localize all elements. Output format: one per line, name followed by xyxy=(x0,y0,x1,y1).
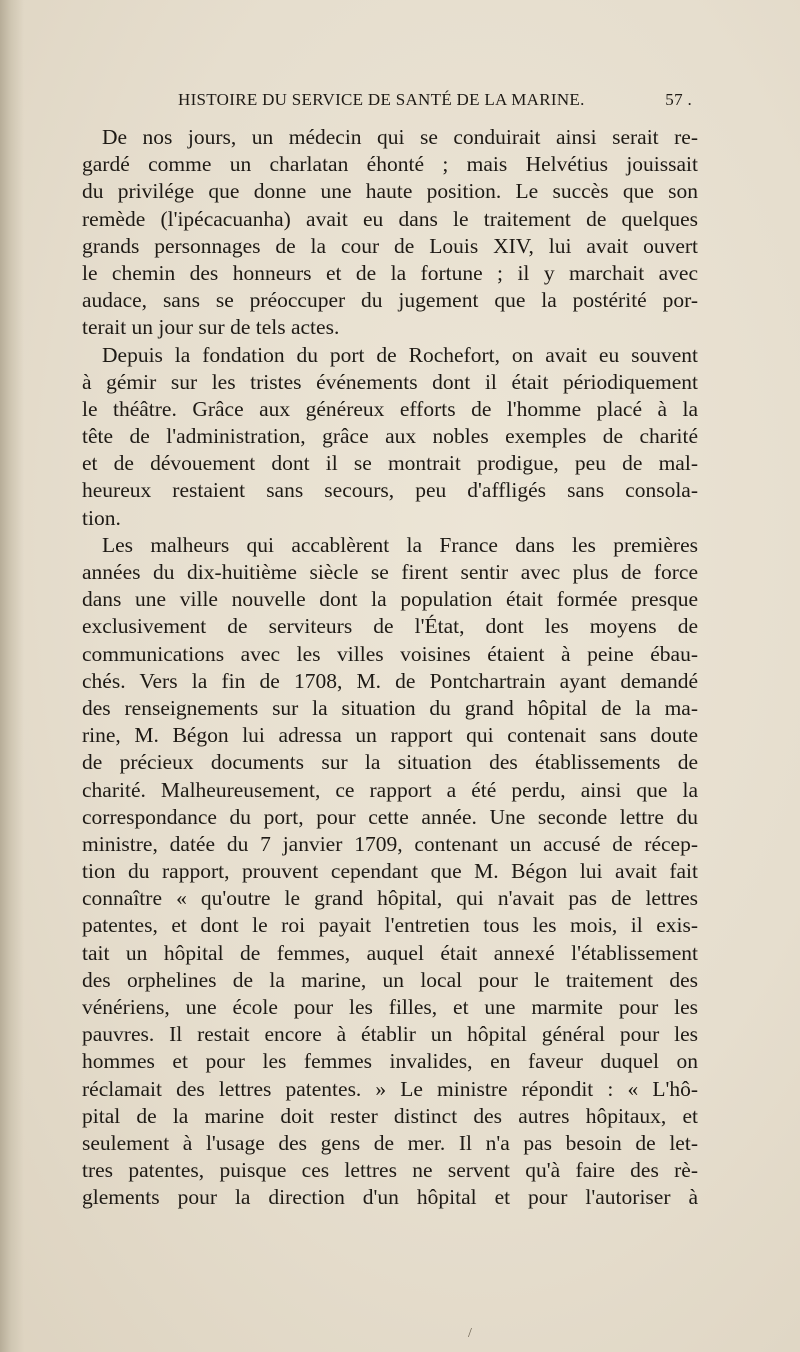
text-line: audace, sans se préoccuper du jugement que la postérité por- xyxy=(82,288,698,313)
text-line: tion du rapport, prouvent cependant que M. Bégon lui avait fait xyxy=(82,859,698,884)
text-line: le chemin des honneurs et de la fortune ; il y marchait avec xyxy=(82,260,698,285)
paragraph-1 xyxy=(82,124,698,342)
text-line: charité. Malheureusement, ce rapport a été perdu, ainsi que la xyxy=(82,777,698,802)
text-line: grands personnages de la cour de Louis XIV, lui avait ouvert xyxy=(82,233,698,258)
page-number: 57 . xyxy=(665,90,692,109)
text-line: hommes et pour les femmes invalides, en faveur duquel on xyxy=(82,1049,698,1074)
text-line: réclamait des lettres patentes. » Le ministre répondit : « L'hô- xyxy=(82,1076,698,1101)
text-line: Depuis la fondation du port de Rochefort, on avait eu souvent xyxy=(102,342,698,367)
paragraph-3 xyxy=(82,532,698,1212)
text-line: glements pour la direction d'un hôpital et pour l'autoriser à xyxy=(82,1185,698,1210)
body-text xyxy=(82,124,698,1212)
text-line: du privilége que donne une haute position. Le succès que son xyxy=(82,179,698,204)
text-line: tait un hôpital de femmes, auquel était annexé l'établissement xyxy=(82,940,698,965)
text-line: chés. Vers la fin de 1708, M. de Pontchartrain ayant demandé xyxy=(82,668,698,693)
paragraph-2 xyxy=(82,342,698,532)
text-line: des renseignements sur la situation du grand hôpital de la ma- xyxy=(82,695,698,720)
text-line: tête de l'administration, grâce aux nobles exemples de charité xyxy=(82,424,698,449)
text-line: pauvres. Il restait encore à établir un hôpital général pour les xyxy=(82,1022,698,1047)
text-line: des orphelines de la marine, un local pour le traitement des xyxy=(82,967,698,992)
text-line: Les malheurs qui accablèrent la France dans les premières xyxy=(102,532,698,557)
text-line: ministre, datée du 7 janvier 1709, contenant un accusé de récep- xyxy=(82,831,698,856)
text-line: pital de la marine doit rester distinct des autres hôpitaux, et xyxy=(82,1103,698,1128)
footer-mark: / xyxy=(468,1326,472,1341)
running-header xyxy=(82,86,692,114)
page-gutter-shadow xyxy=(0,0,24,1352)
text-line: le théâtre. Grâce aux généreux efforts de l'homme placé à la xyxy=(82,396,698,421)
text-line: rine, M. Bégon lui adressa un rapport qui contenait sans doute xyxy=(82,723,698,748)
running-header-title: HISTOIRE DU SERVICE DE SANTÉ DE LA MARINE. xyxy=(178,90,585,109)
text-line: exclusivement de serviteurs de l'État, dont les moyens de xyxy=(82,614,698,639)
text-line: seulement à l'usage des gens de mer. Il n'a pas besoin de let- xyxy=(82,1130,698,1155)
text-line: tion. xyxy=(82,505,121,530)
text-line: remède (l'ipécacuanha) avait eu dans le traitement de quelques xyxy=(82,206,698,231)
text-line: communications avec les villes voisines étaient à peine ébau- xyxy=(82,641,698,666)
text-line: correspondance du port, pour cette année. Une seconde lettre du xyxy=(82,804,698,829)
text-line: de précieux documents sur la situation des établissements de xyxy=(82,750,698,775)
text-line: heureux restaient sans secours, peu d'affligés sans consola- xyxy=(82,478,698,503)
text-line: dans une ville nouvelle dont la population était formée presque xyxy=(82,587,698,612)
text-line: De nos jours, un médecin qui se conduirait ainsi serait re- xyxy=(102,125,698,149)
text-line: tres patentes, puisque ces lettres ne servent qu'à faire des rè- xyxy=(82,1158,698,1183)
text-line: et de dévouement dont il se montrait prodigue, peu de mal- xyxy=(82,451,698,476)
text-line: gardé comme un charlatan éhonté ; mais Helvétius jouissait xyxy=(82,152,698,177)
text-line: à gémir sur les tristes événements dont il était périodiquement xyxy=(82,369,698,394)
text-line: connaître « qu'outre le grand hôpital, qui n'avait pas de lettres xyxy=(82,886,698,911)
text-line: patentes, et dont le roi payait l'entretien tous les mois, il exis- xyxy=(82,913,698,938)
text-line: terait un jour sur de tels actes. xyxy=(82,315,340,340)
text-line: années du dix-huitième siècle se firent sentir avec plus de force xyxy=(82,560,698,584)
text-line: vénériens, une école pour les filles, et une marmite pour les xyxy=(82,995,698,1019)
